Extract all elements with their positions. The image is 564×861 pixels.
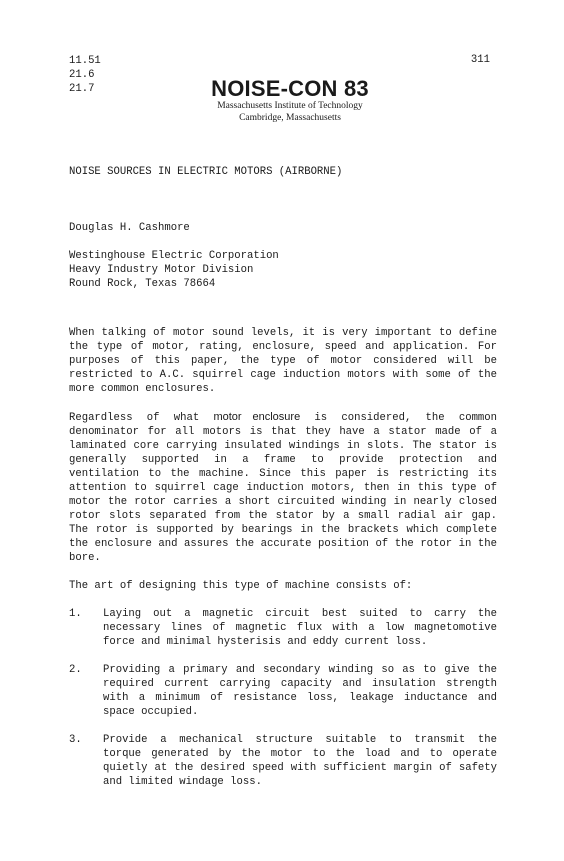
list-number: 1. [69, 608, 82, 620]
page-number: 311 [470, 54, 490, 66]
body-text-segment: Regardless of what [69, 412, 214, 424]
list-item [69, 733, 497, 789]
conference-title: NOISE-CON 83 [211, 76, 369, 101]
institution-name: Massachusetts Institute of Technology [217, 101, 363, 111]
classification-code: 11.51 [69, 55, 101, 67]
author-name: Douglas H. Cashmore [69, 222, 190, 234]
affiliation-line: Heavy Industry Motor Division [69, 264, 254, 276]
list-number: 3. [69, 734, 82, 746]
affiliation-line: Round Rock, Texas 78664 [69, 278, 216, 290]
body-paragraph [69, 410, 497, 565]
author-block [69, 221, 279, 291]
list-item [69, 663, 497, 719]
list-number: 2. [69, 664, 82, 676]
list-text: Providing a primary and secondary winding so as to give the required current carrying capacity and insulation strength with a minimum of resistance loss, leakage inductance and space occupied. [103, 664, 497, 718]
affiliation-line: Westinghouse Electric Corporation [69, 250, 279, 262]
classification-code: 21.6 [69, 69, 95, 81]
conference-location: Cambridge, Massachusetts [239, 113, 341, 123]
body-paragraph: When talking of motor sound levels, it is very important to define the type of motor, rating, enclosure, speed and application. For purposes of this paper, the type of motor considered will be restricted to A.C. squirrel cage induction motors with some of the more common enclosures. [69, 327, 497, 395]
list-item [69, 607, 497, 649]
list-text: Laying out a magnetic circuit best suited to carry the necessary lines of magnetic flux with a low magnetomotive force and minimal hysterisis and eddy current loss. [103, 608, 497, 648]
list-intro: The art of designing this type of machine consists of: [69, 580, 413, 592]
classification-code: 21.7 [69, 83, 95, 95]
body-text-segment: is considered, the common denominator for all motors is that they have a stator made of a laminated core carrying insulated windings in slots. The stator is generally supported in a frame to provide protection and ventilation to the machine. Since this paper is restricting its attention to squirrel cage induction motors, then in this type of motor the rotor carries a short circuited winding in nearly closed rotor slots separated from the stator by a small radial air gap. The rotor is supported by bearings in the brackets which complete the enclosure and assures the accurate position of the rotor in the bore. [69, 412, 497, 564]
classification-codes [69, 54, 101, 96]
conference-masthead [145, 78, 435, 124]
paper-body [69, 326, 497, 803]
list-text: Provide a mechanical structure suitable to transmit the torque generated by the motor to the load and to operate quietly at the desired speed with sufficient margin of safety and limited windage loss. [103, 734, 497, 788]
paper-title: NOISE SOURCES IN ELECTRIC MOTORS (AIRBORNE) [69, 166, 343, 178]
emphasized-phrase: motor enclosure [213, 411, 301, 423]
